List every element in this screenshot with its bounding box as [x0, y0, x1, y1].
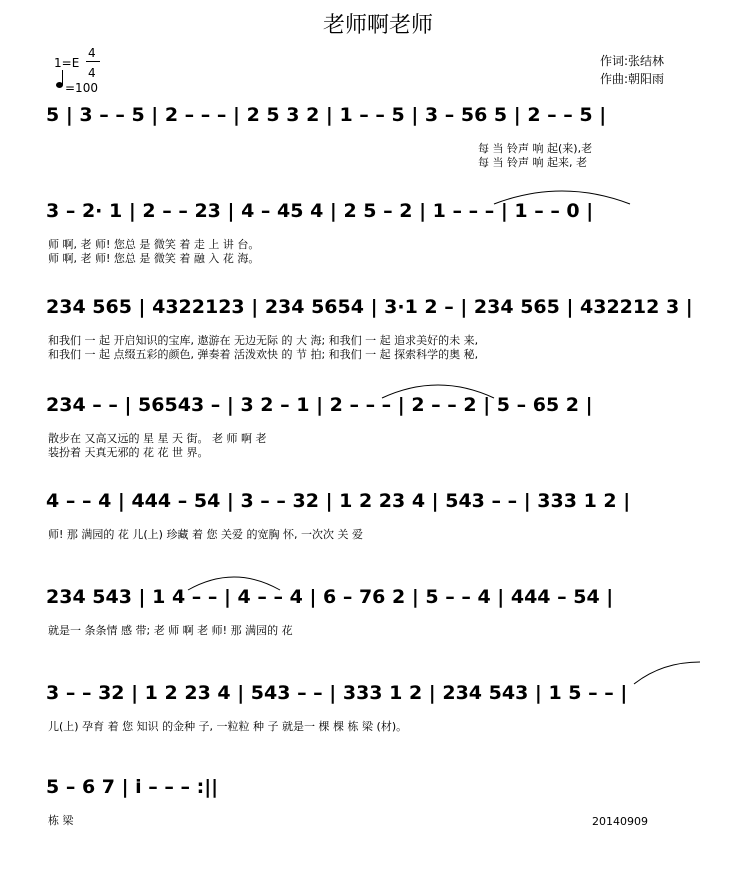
lyric-line-1: 每 当 铃声 响 起(来),老	[478, 142, 593, 155]
lyricist-credit: 作词:张结林	[600, 54, 665, 68]
lyric-line-1: 栋 梁	[48, 814, 74, 827]
lyric-line-2: 每 当 铃声 响 起来, 老	[478, 156, 587, 169]
time-signature-line	[86, 61, 100, 62]
lyric-line-1: 儿(上) 孕育 着 您 知识 的金种 子, 一粒粒 种 子 就是一 棵 棵 栋 梁 (材)。	[48, 720, 408, 733]
notation-line: 3 – – 32 | 1 2 23 4 | 543 – – | 333 1 2 | 234 543 | 1 5 – – |	[46, 682, 628, 704]
notation-line: 234 565 | 4322123 | 234 5654 | 3·1 2 – | 234 565 | 432212 3 |	[46, 296, 693, 318]
notation-line: 4 – – 4 | 444 – 54 | 3 – – 32 | 1 2 23 4 | 543 – – | 333 1 2 |	[46, 490, 631, 512]
lyric-line-2: 装扮着 天真无邪的 花 花 世 界。	[48, 446, 209, 459]
notation-line: 5 – 6 7 | i – – – :||	[46, 776, 219, 798]
lyric-line-1: 师! 那 满园的 花 儿(上) 珍藏 着 您 关爱 的宽胸 怀, 一次次 关 爱	[48, 528, 363, 541]
lyric-line-1: 师 啊, 老 师! 您总 是 微笑 着 走 上 讲 台。	[48, 238, 260, 251]
date-stamp: 20140909	[592, 815, 648, 828]
lyric-line-1: 散步在 又高又远的 星 星 天 街。 老 师 啊 老	[48, 432, 267, 445]
lyric-line-1: 和我们 一 起 开启知识的宝库, 遨游在 无边无际 的 大 海; 和我们 一 起 追求美好的未 来,	[48, 334, 479, 347]
time-signature-top: 4	[88, 46, 96, 60]
notation-line: 234 543 | 1 4 – – | 4 – – 4 | 6 – 76 2 | 5 – – 4 | 444 – 54 |	[46, 586, 614, 608]
notation-line: 5 | 3 – – 5 | 2 – – – | 2 5 3 2 | 1 – – 5 | 3 – 56 5 | 2 – – 5 |	[46, 104, 607, 126]
song-title: 老师啊老师	[322, 13, 433, 38]
lyric-line-1: 就是一 条条情 感 带; 老 师 啊 老 师! 那 满园的 花	[48, 624, 293, 637]
lyric-line-2: 和我们 一 起 点缀五彩的颜色, 弹奏着 活泼欢快 的 节 拍; 和我们 一 起 探索科学的奥 秘,	[48, 348, 479, 361]
time-signature-bottom: 4	[88, 66, 96, 80]
credits	[600, 52, 664, 88]
key-signature: 1=E	[54, 56, 80, 70]
lyric-line-2: 师 啊, 老 师! 您总 是 微笑 着 融 入 花 海。	[48, 252, 260, 265]
notation-line: 3 – 2· 1 | 2 – – 23 | 4 – 45 4 | 2 5 – 2 | 1 – – – | 1 – – 0 |	[46, 200, 594, 222]
tempo-marking: =100	[65, 81, 98, 95]
composer-credit: 作曲:朝阳雨	[600, 72, 665, 86]
notation-line: 234 – – | 56543 – | 3 2 – 1 | 2 – – – | 2 – – 2 | 5 – 65 2 |	[46, 394, 593, 416]
note-stem-icon	[62, 70, 63, 85]
